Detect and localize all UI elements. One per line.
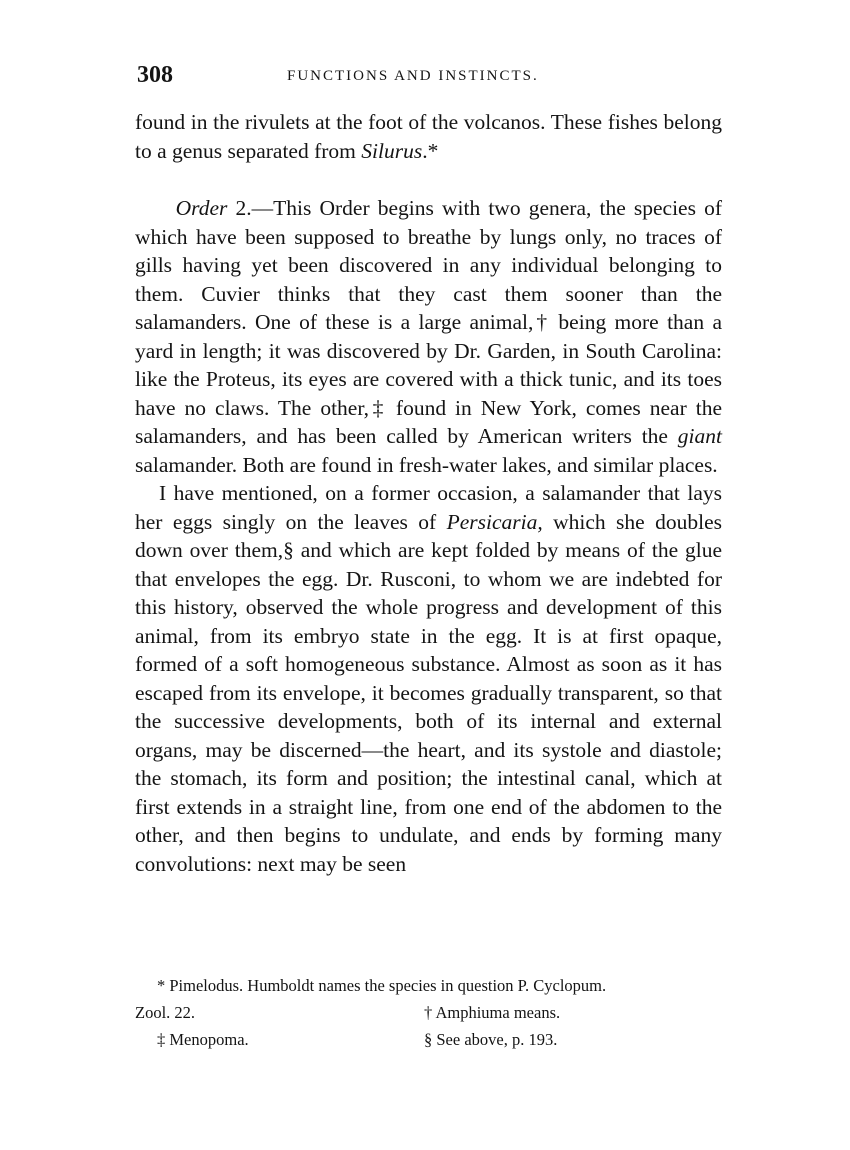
footnote-dagger: † Amphiuma means. <box>424 1003 561 1022</box>
page-number: 308 <box>137 62 173 88</box>
footnote-line-3 <box>135 1026 722 1053</box>
paragraph-2: Order 2.—This Order begins with two genera, the species of which have been supposed to breathe by lungs only, no traces of gills having yet been discovered in any individual belonging to them. Cuvier thinks that they cast them sooner than the salamanders. One of these is a large animal,† being more than a yard in length; it was discovered by Dr. Garden, in South Carolina: like the Proteus, its eyes are covered with a thick tunic, and its toes have no claws. The other,‡ found in New York, comes near the salamanders, and has been called by American writers the giant salamander. Both are found in fresh-water lakes, and similar places. <box>135 196 722 477</box>
footnote-star-continued: Zool. 22. <box>135 1003 196 1022</box>
footnote-star: * Pimelodus. Humboldt names the species in question P. Cyclopum. <box>157 976 607 995</box>
paragraph-3: I have mentioned, on a former occasion, a salamander that lays her eggs singly on the leaves of Persicaria, which she doubles down over them,§ and which are kept folded by means of the glue that envelopes the egg. Dr. Rusconi, to whom we are indebted for this history, observed the whole progress and development of this animal, from its embryo state in the egg. It is at first opaque, formed of a soft homogeneous substance. Almost as soon as it has escaped from its envelope, it becomes gradually transparent, so that the successive developments, both of its internal and external organs, may be discerned—the heart, and its systole and diastole; the stomach, its form and position; the intestinal canal, which at first extends in a straight line, from one end of the abdomen to the other, and then begins to undulate, and ends by forming many convolutions: next may be seen <box>135 481 722 876</box>
running-head: FUNCTIONS AND INSTINCTS. <box>287 68 539 84</box>
footnote-double-dagger: ‡ Menopoma. <box>157 1030 249 1049</box>
footnotes <box>135 972 722 1053</box>
footnote-line-2 <box>135 999 722 1026</box>
footnote-line-1 <box>135 972 722 999</box>
body-text <box>135 108 722 878</box>
footnote-section: § See above, p. 193. <box>424 1030 558 1049</box>
page-header <box>137 62 722 92</box>
paragraph-1: found in the rivulets at the foot of the volcanos. These fishes belong to a genus separated from Silurus.* <box>135 110 722 163</box>
